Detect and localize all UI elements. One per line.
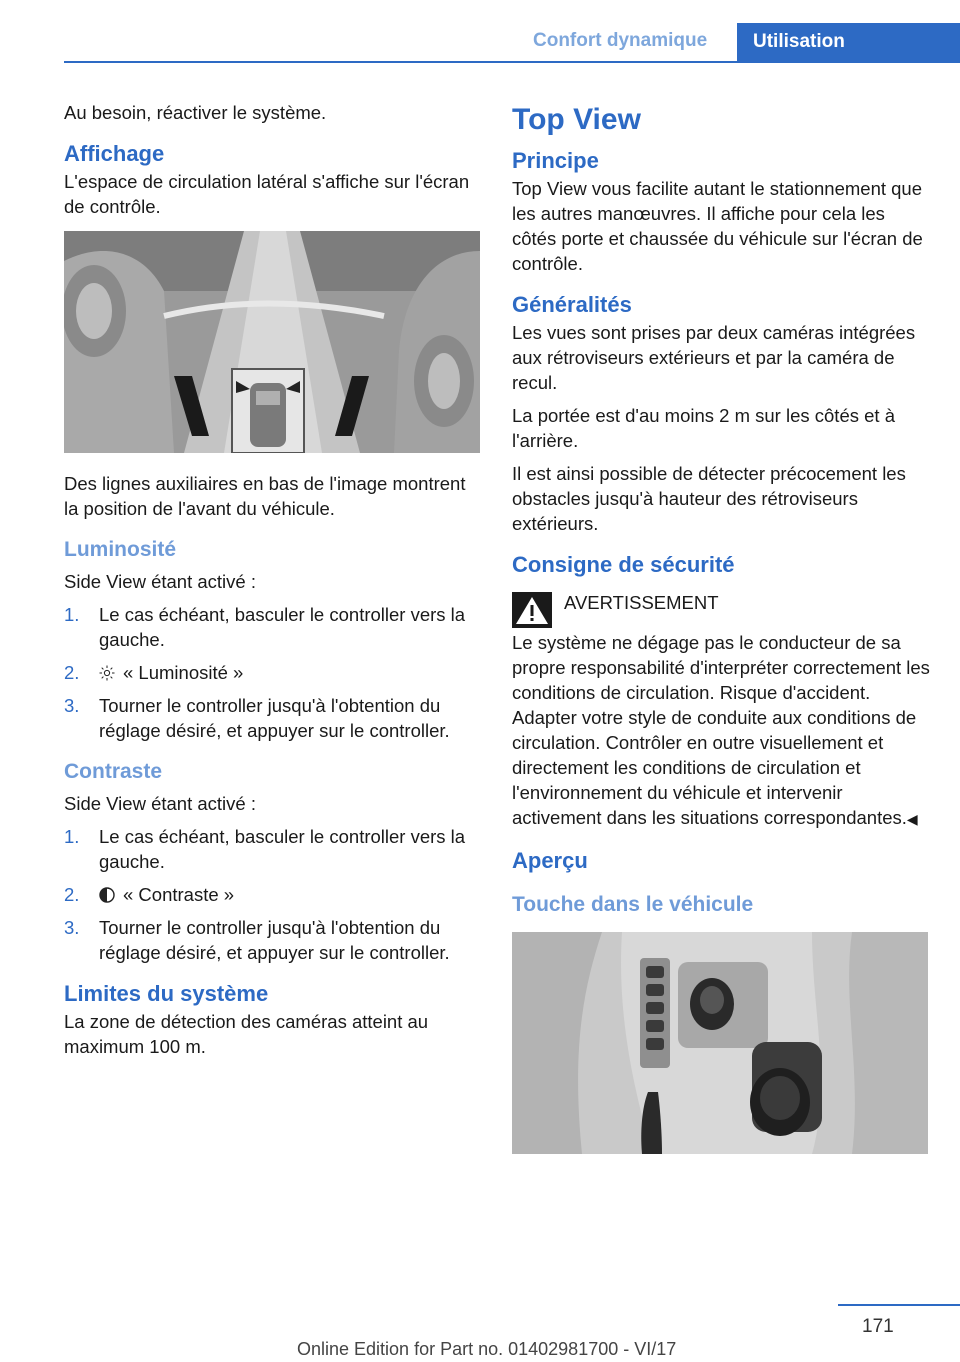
- step-text: Le cas échéant, basculer le controller vers la gauche.: [99, 604, 466, 650]
- heading-affichage: Affichage: [64, 141, 165, 166]
- end-mark: ◀: [906, 811, 918, 827]
- page-number-rule: [838, 1304, 960, 1306]
- heading-principe: Principe: [512, 148, 599, 173]
- warning-block: [512, 590, 930, 630]
- edition-note: Online Edition for Part no. 01402981700 - VI/17: [297, 1339, 677, 1359]
- step-number: 3.: [64, 695, 80, 716]
- step-number: 2.: [64, 662, 80, 683]
- warning-body: Le système ne dégage pas le conducteur de sa propre responsabilité d'interpréter correctement les conditions de circulation. Risque d'accident. Adapter votre style de conduite aux conditions de circulation. Contrôler en outre visuellement et directement les conditions de circulation et l'environnement du véhicule et intervenir activement dans les situations correspondantes.: [512, 632, 930, 828]
- warning-icon: [512, 592, 552, 628]
- heading-securite: Consigne de sécurité: [512, 552, 735, 577]
- page-number: 171: [862, 1316, 894, 1337]
- header-current-label: Utilisation: [753, 31, 845, 52]
- heading-contraste: Contraste: [64, 760, 163, 783]
- luminosite-intro: Side View étant activé :: [64, 571, 256, 592]
- contrast-icon: [99, 887, 115, 903]
- sun-icon: [99, 665, 115, 681]
- luminosite-steps: [64, 602, 482, 743]
- page-header: [0, 0, 960, 62]
- heading-limites: Limites du système: [64, 981, 269, 1006]
- header-rule: [64, 61, 960, 63]
- left-column: [64, 100, 482, 1067]
- heading-generalites: Généralités: [512, 292, 632, 317]
- warning-label: AVERTISSEMENT: [564, 592, 719, 613]
- header-current-chapter: [737, 23, 960, 62]
- intro-text: Au besoin, réactiver le système.: [64, 102, 327, 123]
- side-view-illustration: [64, 231, 480, 453]
- list-item: [64, 602, 482, 652]
- limites-text: La zone de détection des caméras atteint au maximum 100 m.: [64, 1011, 429, 1057]
- step-text: Le cas échéant, basculer le controller vers la gauche.: [99, 826, 466, 872]
- list-item: [64, 693, 482, 743]
- list-item: [64, 915, 482, 965]
- step-number: 1.: [64, 604, 80, 625]
- generalites-p3: Il est ainsi possible de détecter précocement les obstacles jusqu'à hauteur des rétroviseurs extérieurs.: [512, 463, 906, 534]
- affichage-text: L'espace de circulation latéral s'affiche sur l'écran de contrôle.: [64, 171, 470, 217]
- header-section: Confort dynamique: [533, 30, 708, 51]
- principe-text: Top View vous facilite autant le stationnement que les autres manœuvres. Il affiche pour cela les côtés porte et chaussée du véhicule sur l'écran de contrôle.: [512, 178, 923, 274]
- contraste-steps: [64, 824, 482, 965]
- generalites-p2: La portée est d'au moins 2 m sur les côtés et à l'arrière.: [512, 405, 895, 451]
- heading-touche: Touche dans le véhicule: [512, 893, 754, 916]
- heading-luminosite: Luminosité: [64, 538, 177, 561]
- step-number: 1.: [64, 826, 80, 847]
- list-item: [64, 660, 482, 685]
- warning-text: [512, 630, 930, 832]
- affichage-caption: Des lignes auxiliaires en bas de l'image montrent la position de l'avant du véhicule.: [64, 473, 466, 519]
- heading-top-view: Top View: [512, 103, 641, 136]
- right-column: [512, 100, 930, 1172]
- list-item: [64, 824, 482, 874]
- step-text: « Luminosité »: [123, 662, 244, 683]
- heading-apercu: Aperçu: [512, 848, 588, 873]
- side-view-figure: [64, 231, 482, 453]
- step-text: Tourner le controller jusqu'à l'obtention du réglage désiré, et appuyer sur le controller.: [99, 917, 450, 963]
- step-text: « Contraste »: [123, 884, 235, 905]
- list-item: [64, 882, 482, 907]
- contraste-intro: Side View étant activé :: [64, 793, 256, 814]
- step-number: 2.: [64, 884, 80, 905]
- console-figure: [512, 932, 930, 1154]
- step-text: Tourner le controller jusqu'à l'obtention du réglage désiré, et appuyer sur le controller.: [99, 695, 450, 741]
- center-console-illustration: [512, 932, 928, 1154]
- generalites-p1: Les vues sont prises par deux caméras intégrées aux rétroviseurs extérieurs et par la caméra de recul.: [512, 322, 916, 393]
- step-number: 3.: [64, 917, 80, 938]
